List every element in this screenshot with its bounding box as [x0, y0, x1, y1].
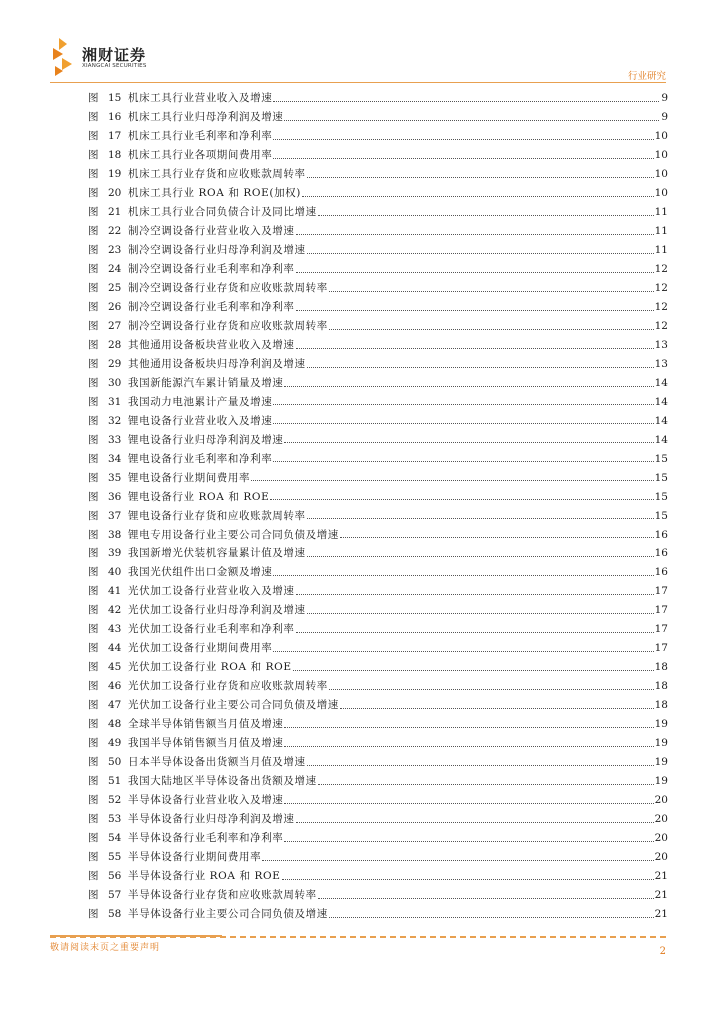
toc-entry[interactable] — [88, 829, 668, 848]
toc-dot-leader — [273, 101, 659, 102]
toc-entry-title: 我国新增光伏装机容量累计值及增速 — [128, 547, 306, 560]
toc-figure-number: 36 — [108, 490, 122, 503]
toc-figure-number: 47 — [108, 699, 122, 712]
toc-dot-leader — [284, 386, 653, 387]
toc-figure-label: 图 — [88, 225, 99, 238]
toc-page-number: 12 — [654, 300, 668, 313]
toc-entry[interactable] — [88, 848, 668, 867]
toc-entry-title: 制冷空调设备行业归母净利润及增速 — [128, 243, 306, 256]
toc-figure-number: 38 — [108, 528, 122, 541]
toc-figure-label: 图 — [88, 433, 99, 446]
toc-entry[interactable] — [88, 203, 668, 222]
toc-figure-number: 51 — [108, 775, 122, 788]
toc-dot-leader — [296, 348, 654, 349]
toc-figure-label: 图 — [88, 490, 99, 503]
toc-entry-title: 半导体设备行业毛利率和净利率 — [128, 832, 284, 845]
toc-dot-leader — [284, 120, 659, 121]
toc-entry[interactable] — [88, 127, 668, 146]
toc-figure-label: 图 — [88, 794, 99, 807]
toc-page-number: 19 — [654, 756, 668, 769]
toc-dot-leader — [273, 651, 653, 652]
toc-dot-leader — [273, 461, 653, 462]
toc-page-number: 15 — [654, 490, 668, 503]
logo-name-en: XIANGCAI SECURITIES — [82, 63, 147, 69]
toc-page-number: 19 — [654, 737, 668, 750]
toc-figure-label: 图 — [88, 376, 99, 389]
toc-dot-leader — [296, 272, 654, 273]
toc-page-number: 17 — [654, 623, 668, 636]
toc-entry[interactable] — [88, 317, 668, 336]
toc-entry[interactable] — [88, 867, 668, 886]
toc-entry[interactable] — [88, 734, 668, 753]
toc-figure-number: 29 — [108, 357, 122, 370]
toc-page-number: 12 — [654, 319, 668, 332]
logo-name-cn: 湘财证券 — [82, 46, 147, 64]
toc-page-number: 21 — [654, 907, 668, 920]
toc-dot-leader — [273, 139, 653, 140]
toc-figure-number: 55 — [108, 850, 122, 863]
toc-entry-title: 机床工具行业归母净利润及增速 — [128, 111, 284, 124]
toc-figure-number: 25 — [108, 281, 122, 294]
toc-figure-number: 37 — [108, 509, 122, 522]
toc-page-number: 20 — [654, 850, 668, 863]
toc-entry[interactable] — [88, 620, 668, 639]
toc-entry[interactable] — [88, 411, 668, 430]
toc-figure-number: 52 — [108, 794, 122, 807]
toc-dot-leader — [307, 765, 654, 766]
toc-figure-number: 43 — [108, 623, 122, 636]
toc-figure-number: 27 — [108, 319, 122, 332]
toc-figure-label: 图 — [88, 813, 99, 826]
toc-entry[interactable] — [88, 753, 668, 772]
toc-figure-label: 图 — [88, 699, 99, 712]
toc-entry[interactable] — [88, 791, 668, 810]
toc-entry-title: 机床工具行业毛利率和净利率 — [128, 130, 273, 143]
toc-figure-number: 54 — [108, 832, 122, 845]
toc-page-number: 14 — [654, 414, 668, 427]
toc-entry-title: 半导体设备行业存货和应收账款周转率 — [128, 888, 317, 901]
toc-dot-leader — [307, 556, 654, 557]
toc-figure-number: 57 — [108, 888, 122, 901]
toc-entry[interactable] — [88, 601, 668, 620]
toc-figure-label: 图 — [88, 907, 99, 920]
toc-figure-number: 20 — [108, 187, 122, 200]
toc-dot-leader — [284, 841, 653, 842]
toc-dot-leader — [251, 480, 654, 481]
toc-figure-number: 56 — [108, 869, 122, 882]
toc-entry-title: 光伏加工设备行业营业收入及增速 — [128, 585, 295, 598]
toc-page-number: 10 — [654, 130, 668, 143]
toc-figure-label: 图 — [88, 869, 99, 882]
toc-page-number: 10 — [654, 168, 668, 181]
toc-entry-title: 锂电专用设备行业主要公司合同负债及增速 — [128, 528, 339, 541]
toc-entry[interactable] — [88, 582, 668, 601]
toc-entry-title: 日本半导体设备出货额当月值及增速 — [128, 756, 306, 769]
toc-figure-number: 39 — [108, 547, 122, 560]
toc-entry-title: 其他通用设备板块归母净利润及增速 — [128, 357, 306, 370]
toc-dot-leader — [318, 898, 654, 899]
toc-figure-label: 图 — [88, 850, 99, 863]
toc-page-number: 11 — [654, 243, 668, 256]
toc-dot-leader — [296, 822, 654, 823]
toc-figure-number: 33 — [108, 433, 122, 446]
toc-entry-title: 制冷空调设备行业存货和应收账款周转率 — [128, 281, 328, 294]
toc-page-number: 16 — [654, 528, 668, 541]
toc-entry[interactable] — [88, 886, 668, 905]
toc-figure-number: 45 — [108, 661, 122, 674]
toc-entry[interactable] — [88, 165, 668, 184]
toc-entry-title: 全球半导体销售额当月值及增速 — [128, 718, 284, 731]
toc-entry[interactable] — [88, 487, 668, 506]
toc-page-number: 12 — [654, 262, 668, 275]
toc-page-number: 18 — [654, 661, 668, 674]
toc-figure-number: 44 — [108, 642, 122, 655]
toc-dot-leader — [340, 708, 654, 709]
toc-entry[interactable] — [88, 468, 668, 487]
toc-dot-leader — [296, 234, 654, 235]
toc-page-number: 13 — [654, 338, 668, 351]
toc-page-number: 11 — [654, 206, 668, 219]
toc-entry-title: 光伏加工设备行业 ROA 和 ROE — [128, 661, 292, 674]
toc-figure-number: 15 — [108, 92, 122, 105]
footer-disclaimer: 敬请阅读末页之重要声明 — [50, 943, 161, 953]
toc-entry[interactable] — [88, 696, 668, 715]
toc-entry[interactable] — [88, 658, 668, 677]
toc-page-number: 14 — [654, 376, 668, 389]
toc-entry[interactable] — [88, 393, 668, 412]
toc-entry-title: 我国光伏组件出口金额及增速 — [128, 566, 273, 579]
toc-dot-leader — [307, 177, 654, 178]
toc-entry[interactable] — [88, 639, 668, 658]
toc-entry-title: 制冷空调设备行业营业收入及增速 — [128, 225, 295, 238]
toc-dot-leader — [284, 803, 653, 804]
logo-mark-icon — [50, 38, 76, 76]
toc-dot-leader — [307, 367, 654, 368]
toc-page-number: 20 — [654, 794, 668, 807]
toc-entry-title: 机床工具行业合同负债合计及同比增速 — [128, 206, 317, 219]
toc-dot-leader — [340, 537, 654, 538]
toc-entry-title: 半导体设备行业期间费用率 — [128, 850, 262, 863]
toc-page-number: 9 — [661, 111, 668, 124]
toc-entry-title: 光伏加工设备行业期间费用率 — [128, 642, 273, 655]
toc-figure-number: 28 — [108, 338, 122, 351]
toc-figure-label: 图 — [88, 547, 99, 560]
section-tag: 行业研究 — [627, 71, 666, 82]
toc-figure-number: 48 — [108, 718, 122, 731]
toc-entry[interactable] — [88, 241, 668, 260]
toc-dot-leader — [296, 594, 654, 595]
toc-page-number: 16 — [654, 566, 668, 579]
toc-dot-leader — [282, 879, 654, 880]
toc-entry[interactable] — [88, 260, 668, 279]
toc-figure-number: 34 — [108, 452, 122, 465]
toc-entry-title: 半导体设备行业营业收入及增速 — [128, 794, 284, 807]
toc-figure-number: 17 — [108, 130, 122, 143]
toc-entry[interactable] — [88, 298, 668, 317]
toc-dot-leader — [284, 727, 653, 728]
toc-figure-number: 46 — [108, 680, 122, 693]
toc-entry-title: 制冷空调设备行业毛利率和净利率 — [128, 300, 295, 313]
toc-entry[interactable] — [88, 336, 668, 355]
toc-entry[interactable] — [88, 430, 668, 449]
toc-entry[interactable] — [88, 184, 668, 203]
toc-dot-leader — [293, 670, 654, 671]
toc-entry[interactable] — [88, 449, 668, 468]
toc-figure-number: 21 — [108, 206, 122, 219]
toc-entry-title: 半导体设备行业 ROA 和 ROE — [128, 869, 281, 882]
toc-page-number: 20 — [654, 813, 668, 826]
toc-figure-label: 图 — [88, 395, 99, 408]
toc-entry[interactable] — [88, 544, 668, 563]
toc-page-number: 13 — [654, 357, 668, 370]
toc-entry[interactable] — [88, 222, 668, 241]
figure-index — [88, 89, 668, 924]
toc-figure-label: 图 — [88, 528, 99, 541]
toc-figure-label: 图 — [88, 718, 99, 731]
toc-entry-title: 制冷空调设备行业存货和应收账款周转率 — [128, 319, 328, 332]
toc-dot-leader — [307, 613, 654, 614]
toc-figure-label: 图 — [88, 642, 99, 655]
toc-dot-leader — [307, 518, 654, 519]
toc-page-number: 10 — [654, 149, 668, 162]
toc-dot-leader — [318, 215, 654, 216]
toc-entry-title: 机床工具行业营业收入及增速 — [128, 92, 273, 105]
toc-entry-title: 锂电设备行业 ROA 和 ROE — [128, 490, 270, 503]
toc-entry[interactable] — [88, 374, 668, 393]
toc-page-number: 17 — [654, 642, 668, 655]
toc-page-number: 16 — [654, 547, 668, 560]
toc-entry-title: 半导体设备行业主要公司合同负债及增速 — [128, 907, 328, 920]
toc-page-number: 9 — [661, 92, 668, 105]
toc-entry-title: 锂电设备行业存货和应收账款周转率 — [128, 509, 306, 522]
toc-figure-number: 58 — [108, 907, 122, 920]
toc-figure-number: 24 — [108, 262, 122, 275]
toc-entry-title: 我国半导体销售额当月值及增速 — [128, 737, 284, 750]
toc-entry-title: 锂电设备行业毛利率和净利率 — [128, 452, 273, 465]
toc-entry-title: 光伏加工设备行业存货和应收账款周转率 — [128, 680, 328, 693]
toc-entry-title: 我国动力电池累计产量及增速 — [128, 395, 273, 408]
toc-dot-leader — [284, 746, 653, 747]
toc-dot-leader — [273, 423, 653, 424]
toc-dot-leader — [273, 575, 653, 576]
toc-entry[interactable] — [88, 525, 668, 544]
toc-figure-label: 图 — [88, 243, 99, 256]
toc-entry-title: 机床工具行业存货和应收账款周转率 — [128, 168, 306, 181]
toc-page-number: 19 — [654, 718, 668, 731]
toc-figure-label: 图 — [88, 623, 99, 636]
toc-figure-label: 图 — [88, 168, 99, 181]
toc-figure-label: 图 — [88, 130, 99, 143]
toc-entry[interactable] — [88, 279, 668, 298]
toc-figure-label: 图 — [88, 414, 99, 427]
toc-figure-label: 图 — [88, 737, 99, 750]
toc-figure-number: 49 — [108, 737, 122, 750]
toc-page-number: 11 — [654, 225, 668, 238]
toc-figure-label: 图 — [88, 509, 99, 522]
toc-page-number: 19 — [654, 775, 668, 788]
toc-entry-title: 制冷空调设备行业毛利率和净利率 — [128, 262, 295, 275]
toc-figure-label: 图 — [88, 357, 99, 370]
toc-page-number: 21 — [654, 888, 668, 901]
toc-figure-label: 图 — [88, 319, 99, 332]
toc-figure-number: 50 — [108, 756, 122, 769]
toc-entry-title: 锂电设备行业归母净利润及增速 — [128, 433, 284, 446]
toc-entry-title: 光伏加工设备行业主要公司合同负债及增速 — [128, 699, 339, 712]
toc-entry-title: 其他通用设备板块营业收入及增速 — [128, 338, 295, 351]
toc-entry-title: 机床工具行业各项期间费用率 — [128, 149, 273, 162]
page-number: 2 — [659, 946, 666, 957]
toc-figure-label: 图 — [88, 452, 99, 465]
toc-dot-leader — [273, 158, 653, 159]
toc-figure-number: 22 — [108, 225, 122, 238]
toc-page-number: 20 — [654, 832, 668, 845]
toc-figure-label: 图 — [88, 680, 99, 693]
toc-figure-label: 图 — [88, 832, 99, 845]
toc-figure-label: 图 — [88, 281, 99, 294]
footer-rule — [50, 936, 666, 938]
toc-entry-title: 我国新能源汽车累计销量及增速 — [128, 376, 284, 389]
toc-page-number: 18 — [654, 680, 668, 693]
toc-entry-title: 光伏加工设备行业毛利率和净利率 — [128, 623, 295, 636]
toc-figure-label: 图 — [88, 187, 99, 200]
toc-figure-number: 53 — [108, 813, 122, 826]
toc-dot-leader — [329, 689, 654, 690]
toc-dot-leader — [284, 442, 653, 443]
toc-dot-leader — [296, 632, 654, 633]
toc-dot-leader — [302, 196, 654, 197]
toc-entry-title: 我国大陆地区半导体设备出货额及增速 — [128, 775, 317, 788]
toc-page-number: 14 — [654, 395, 668, 408]
toc-page-number: 15 — [654, 509, 668, 522]
toc-figure-number: 40 — [108, 566, 122, 579]
brand-logo — [50, 38, 160, 78]
toc-figure-label: 图 — [88, 471, 99, 484]
toc-entry-title: 锂电设备行业营业收入及增速 — [128, 414, 273, 427]
toc-figure-label: 图 — [88, 604, 99, 617]
toc-entry[interactable] — [88, 905, 668, 924]
toc-page-number: 15 — [654, 471, 668, 484]
toc-figure-number: 41 — [108, 585, 122, 598]
toc-dot-leader — [329, 291, 654, 292]
toc-dot-leader — [270, 499, 653, 500]
toc-page-number: 17 — [654, 585, 668, 598]
toc-dot-leader — [329, 917, 654, 918]
toc-figure-number: 32 — [108, 414, 122, 427]
toc-figure-label: 图 — [88, 775, 99, 788]
toc-figure-number: 19 — [108, 168, 122, 181]
toc-dot-leader — [296, 310, 654, 311]
toc-entry[interactable] — [88, 677, 668, 696]
toc-figure-label: 图 — [88, 661, 99, 674]
toc-entry[interactable] — [88, 810, 668, 829]
toc-page-number: 12 — [654, 281, 668, 294]
toc-page-number: 15 — [654, 452, 668, 465]
toc-figure-label: 图 — [88, 92, 99, 105]
toc-entry-title: 锂电设备行业期间费用率 — [128, 471, 251, 484]
toc-dot-leader — [318, 784, 654, 785]
toc-entry-title: 机床工具行业 ROA 和 ROE(加权) — [128, 187, 301, 200]
toc-figure-label: 图 — [88, 300, 99, 313]
toc-figure-label: 图 — [88, 585, 99, 598]
toc-page-number: 18 — [654, 699, 668, 712]
toc-page-number: 14 — [654, 433, 668, 446]
toc-entry[interactable] — [88, 355, 668, 374]
toc-figure-number: 16 — [108, 111, 122, 124]
toc-entry[interactable] — [88, 506, 668, 525]
toc-entry-title: 光伏加工设备行业归母净利润及增速 — [128, 604, 306, 617]
toc-page-number: 17 — [654, 604, 668, 617]
toc-dot-leader — [262, 860, 653, 861]
toc-figure-label: 图 — [88, 888, 99, 901]
toc-figure-label: 图 — [88, 149, 99, 162]
toc-figure-label: 图 — [88, 756, 99, 769]
toc-figure-number: 23 — [108, 243, 122, 256]
toc-figure-label: 图 — [88, 262, 99, 275]
toc-page-number: 10 — [654, 187, 668, 200]
toc-entry[interactable] — [88, 563, 668, 582]
toc-figure-label: 图 — [88, 566, 99, 579]
toc-figure-number: 31 — [108, 395, 122, 408]
toc-figure-number: 42 — [108, 604, 122, 617]
toc-figure-number: 35 — [108, 471, 122, 484]
toc-entry[interactable] — [88, 715, 668, 734]
toc-page-number: 21 — [654, 869, 668, 882]
toc-entry-title: 半导体设备行业归母净利润及增速 — [128, 813, 295, 826]
toc-figure-number: 30 — [108, 376, 122, 389]
toc-entry[interactable] — [88, 108, 668, 127]
header-rule — [50, 82, 666, 83]
toc-dot-leader — [307, 253, 654, 254]
toc-entry[interactable] — [88, 146, 668, 165]
toc-figure-number: 18 — [108, 149, 122, 162]
toc-figure-label: 图 — [88, 206, 99, 219]
toc-dot-leader — [273, 404, 653, 405]
toc-entry[interactable] — [88, 89, 668, 108]
toc-entry[interactable] — [88, 772, 668, 791]
toc-figure-label: 图 — [88, 111, 99, 124]
toc-figure-label: 图 — [88, 338, 99, 351]
toc-figure-number: 26 — [108, 300, 122, 313]
toc-dot-leader — [329, 329, 654, 330]
